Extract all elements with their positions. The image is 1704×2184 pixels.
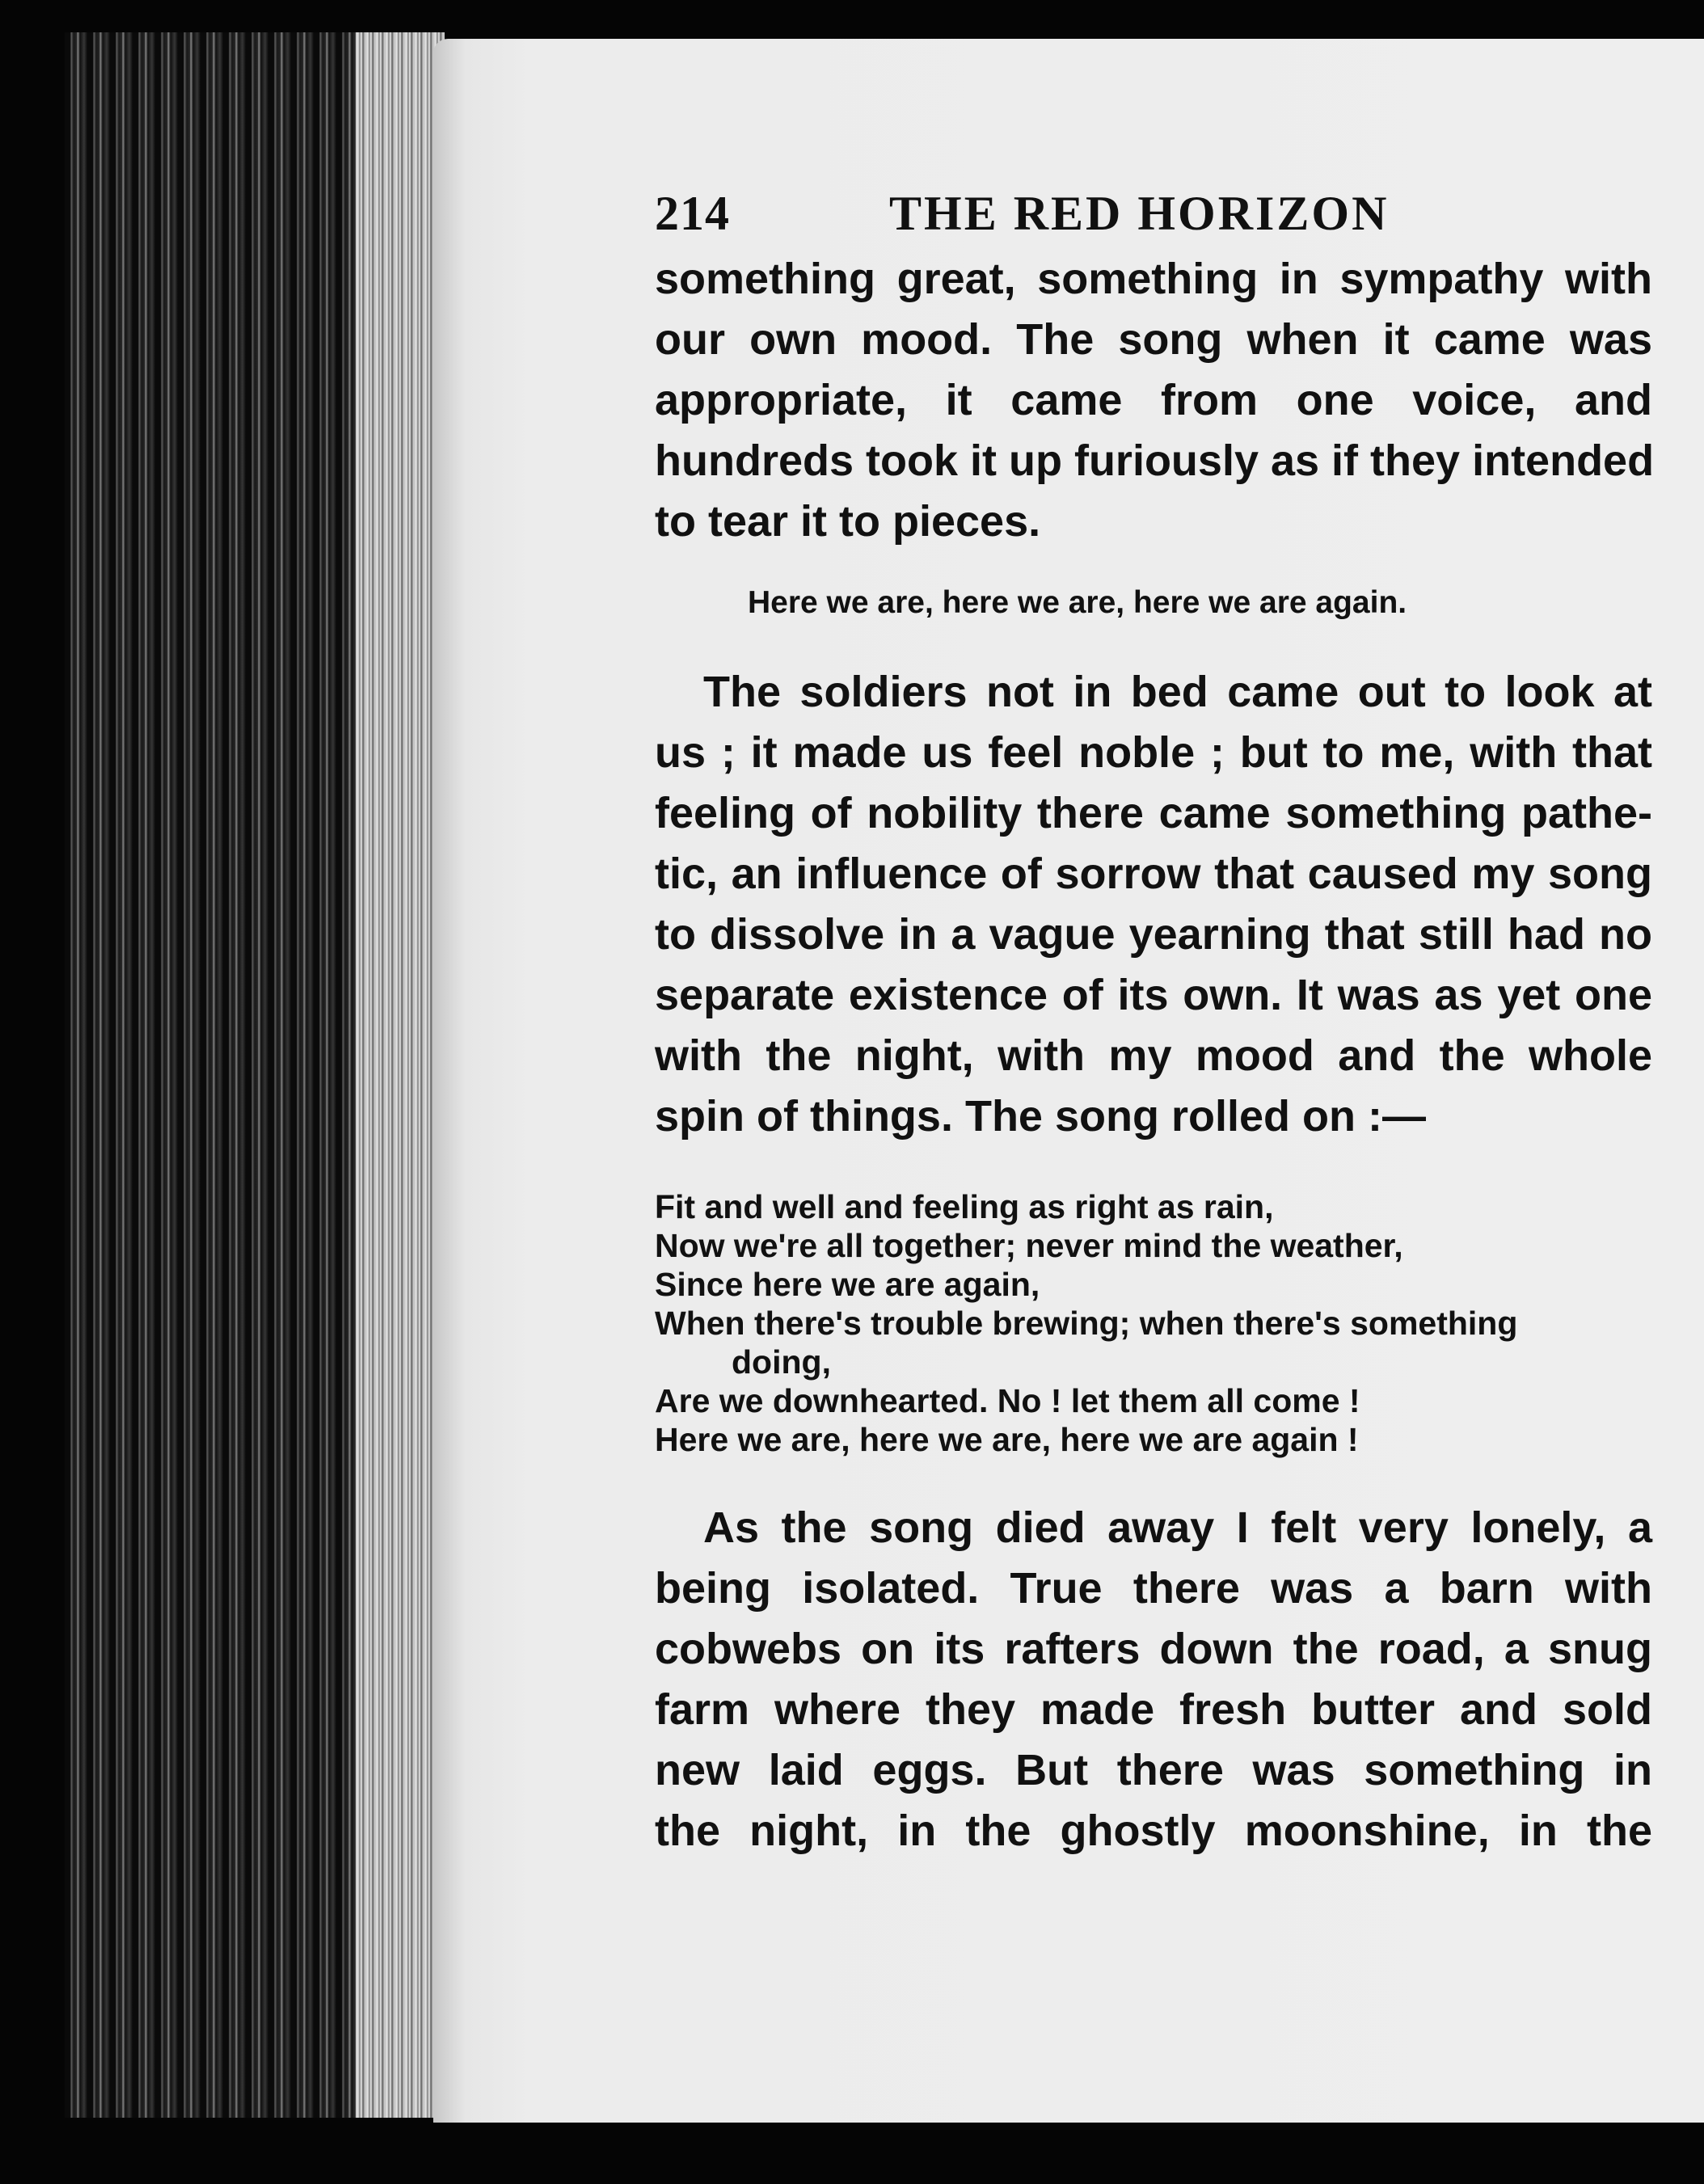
text-line: with the night, with my mood and the whole xyxy=(655,1031,1652,1080)
text-line: hundreds took it up furiously as if they intended xyxy=(655,436,1655,485)
text-line: something great, something in sympathy with xyxy=(655,255,1652,303)
verse-line: doing, xyxy=(732,1343,831,1381)
text-line: being isolated. True there was a barn with xyxy=(655,1564,1652,1613)
text-line: spin of things. The song rolled on :— xyxy=(655,1092,1426,1140)
verse-line: Here we are, here we are, here we are again ! xyxy=(655,1421,1359,1458)
text-line: cobwebs on its rafters down the road, a snug xyxy=(655,1625,1652,1673)
text-line: the night, in the ghostly moonshine, in the xyxy=(655,1807,1652,1855)
text-line: appropriate, it came from one voice, and xyxy=(655,376,1652,424)
verse-line: Now we're all together; never mind the weather, xyxy=(655,1227,1403,1264)
text-line: The soldiers not in bed came out to look at xyxy=(703,668,1652,716)
text-line: us ; it made us feel noble ; but to me, with that xyxy=(655,728,1652,777)
verse-line: Fit and well and feeling as right as rain, xyxy=(655,1188,1274,1225)
running-title: THE RED HORIZON xyxy=(889,187,1390,240)
text-line: separate existence of its own. It was as yet one xyxy=(655,971,1652,1019)
text-line: tic, an influence of sorrow that caused my song xyxy=(655,850,1652,898)
text-line: new laid eggs. But there was something in xyxy=(655,1746,1652,1794)
page-number: 214 xyxy=(655,187,730,240)
text-line: As the song died away I felt very lonely, a xyxy=(703,1503,1652,1552)
text-line: feeling of nobility there came something pathe- xyxy=(655,789,1652,837)
paragraph-1 xyxy=(655,249,1655,552)
page-text xyxy=(655,186,1655,1861)
verse-line: Since here we are again, xyxy=(655,1266,1040,1303)
paragraph-2 xyxy=(655,662,1652,1147)
verse-line: When there's trouble brewing; when there's something xyxy=(655,1305,1518,1342)
song-verse xyxy=(655,1187,1652,1459)
text-line: farm where they made fresh butter and sold xyxy=(655,1685,1652,1734)
page-edges xyxy=(356,32,445,2118)
verse-line: Are we downhearted. No ! let them all come ! xyxy=(655,1382,1360,1419)
song-line: Here we are, here we are, here we are again. xyxy=(748,585,1407,620)
text-line: to dissolve in a vague yearning that still had no xyxy=(655,910,1652,959)
running-head xyxy=(655,186,1652,249)
text-line: to tear it to pieces. xyxy=(655,497,1041,546)
paragraph-3 xyxy=(655,1498,1652,1861)
text-line: our own mood. The song when it came was xyxy=(655,315,1652,364)
